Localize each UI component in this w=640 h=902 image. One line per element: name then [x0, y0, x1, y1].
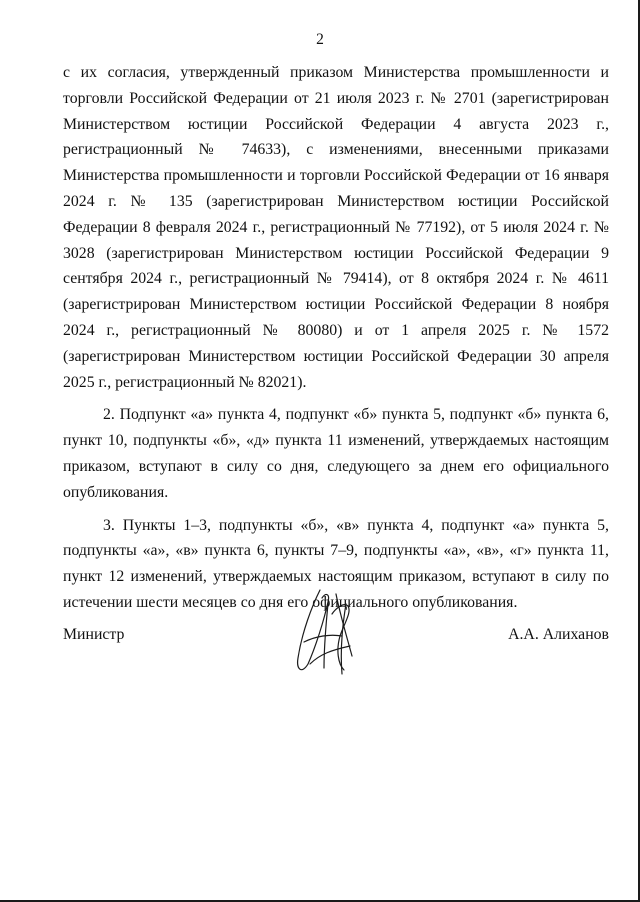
- page-number: 2: [316, 31, 324, 48]
- document-body: [63, 60, 609, 616]
- signatory-name: А.А. Алиханов: [508, 626, 609, 643]
- handwritten-signature: [290, 584, 362, 680]
- paragraph-item-3: 3. Пункты 1–3, подпункты «б», «в» пункта 4, подпункт «а» пункта 5, подпункты «а», «в» пункта 6, пункты 7–9, подпункты «а», «в», «г» пункта 11, пункт 12 изменений, утверждаемых настоящим приказом, вступают в силу по истечении шести месяцев со дня его официального опубликования.: [63, 516, 609, 611]
- paragraph-item-2: 2. Подпункт «а» пункта 4, подпункт «б» пункта 5, подпункт «б» пункта 6, пункт 10, подпункты «б», «д» пункта 11 изменений, утверждаемых настоящим приказом, вступают в силу со дня, следующего за днем его официального опубликования.: [63, 406, 609, 501]
- paragraph-continuation: с их согласия, утвержденный приказом Министерства промышленности и торговли Российской Федерации от 21 июля 2023 г. № 2701 (зарегистрирован Министерством юстиции Российской Федерации 4 августа 2023 г., регистрационный № 74633), с изменениями, внесенными приказами Министерства промышленности и торговли Российской Федерации от 16 января 2024 г. № 135 (зарегистрирован Министерством юстиции Российской Федерации 8 февраля 2024 г., регистрационный № 77192), от 5 июля 2024 г. № 3028 (зарегистрирован Министерством юстиции Российской Федерации 9 сентября 2024 г., регистрационный № 79414), от 8 октября 2024 г. № 4611 (зарегистрирован Министерством юстиции Российской Федерации 8 ноября 2024 г., регистрационный № 80080) и от 1 апреля 2025 г. № 1572 (зарегистрирован Министерством юстиции Российской Федерации 30 апреля 2025 г., регистрационный № 82021).: [63, 64, 609, 391]
- signatory-title: Министр: [63, 626, 125, 643]
